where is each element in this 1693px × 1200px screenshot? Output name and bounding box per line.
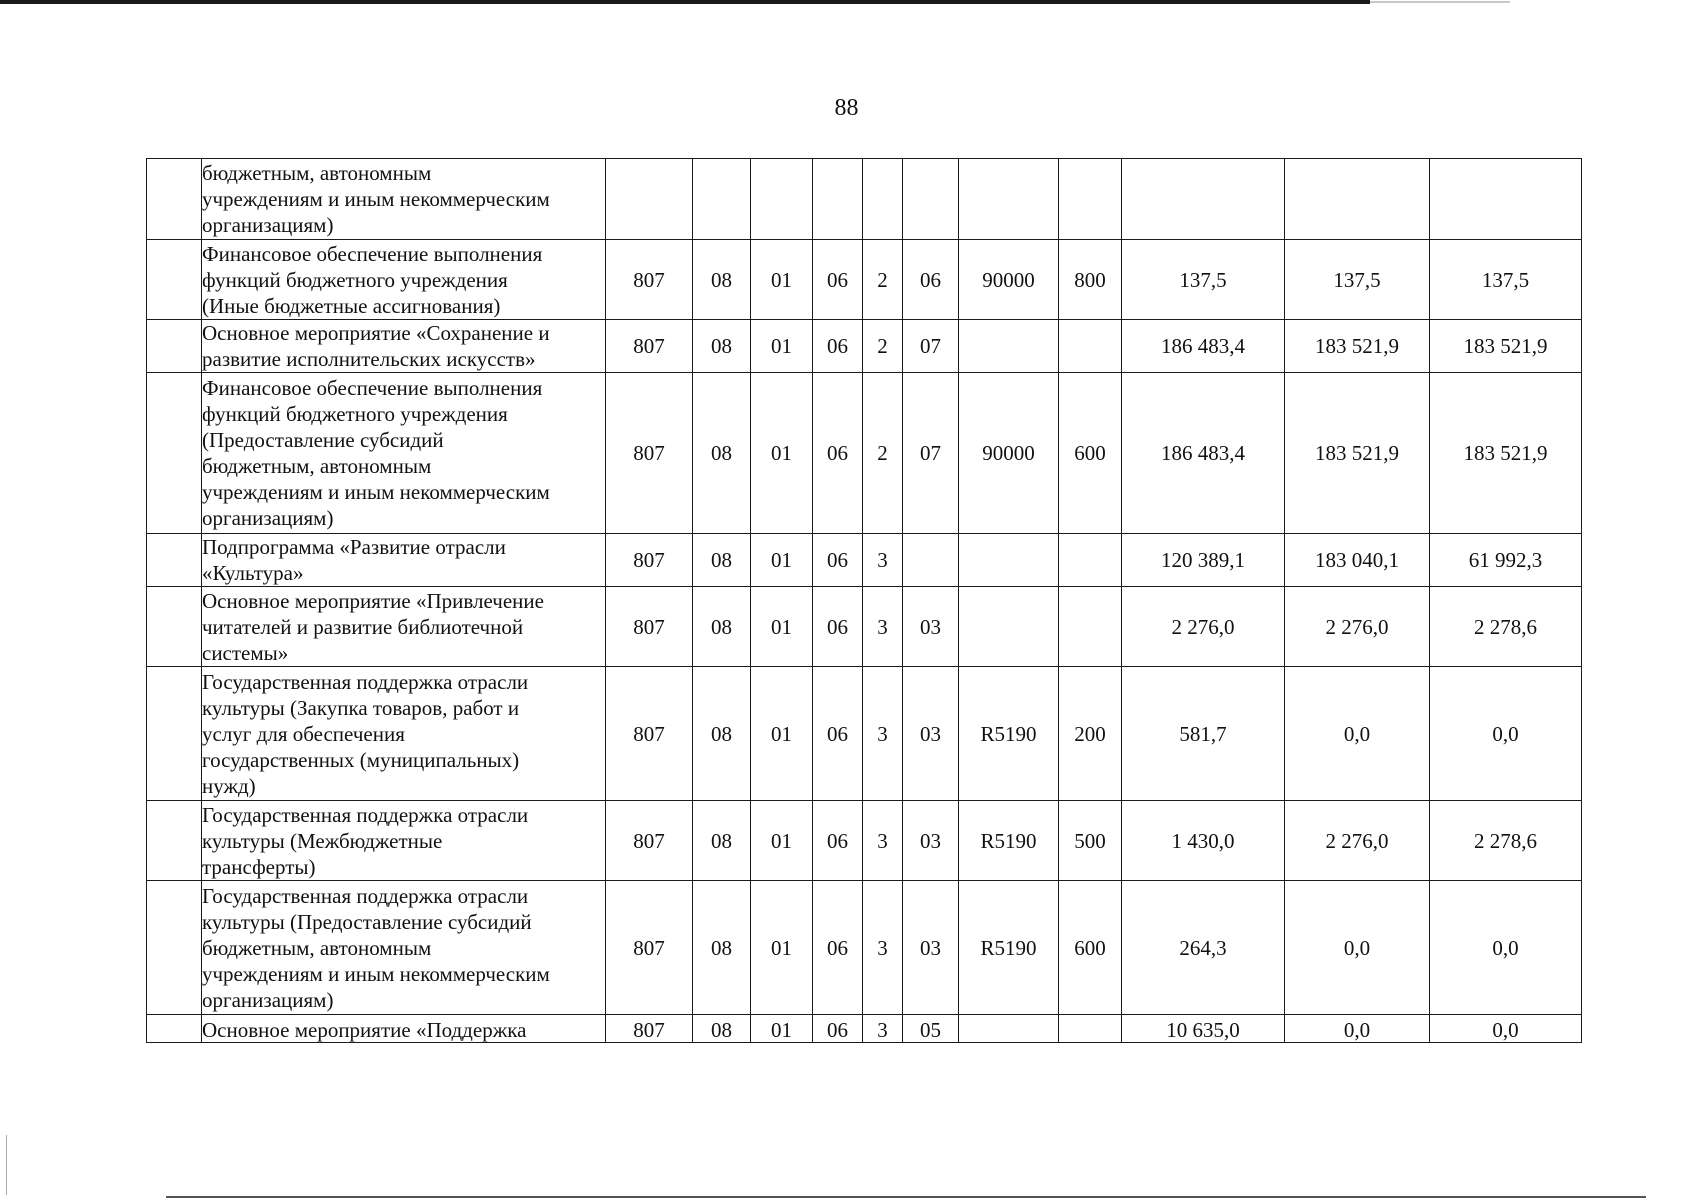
classification-code-cell: R5190 [959, 667, 1059, 801]
row-name-cell [202, 587, 606, 667]
row-name-line: развитие исполнительских искусств» [202, 347, 536, 371]
table-row [147, 373, 1582, 534]
amount-cell [1430, 159, 1582, 240]
amount-cell: 581,7 [1122, 667, 1285, 801]
classification-code-cell: 01 [751, 587, 813, 667]
amount-cell: 2 276,0 [1285, 801, 1430, 881]
classification-code-cell: 03 [903, 587, 959, 667]
row-name-line: функций бюджетного учреждения [202, 402, 508, 426]
classification-code-cell: 06 [813, 801, 863, 881]
classification-code-cell: 06 [903, 240, 959, 320]
classification-code-cell [693, 159, 751, 240]
row-name-line: Основное мероприятие «Сохранение и [202, 321, 550, 345]
page-number: 88 [834, 95, 859, 121]
classification-code-cell: 2 [863, 373, 903, 534]
amount-cell: 120 389,1 [1122, 534, 1285, 587]
amount-cell: 0,0 [1430, 1015, 1582, 1043]
row-name-line: (Иные бюджетные ассигнования) [202, 293, 501, 318]
classification-code-cell [751, 159, 813, 240]
classification-code-cell: 08 [693, 667, 751, 801]
table-row [147, 159, 1582, 240]
row-name-line: культуры (Закупка товаров, работ и [202, 695, 520, 720]
budget-table [146, 158, 1582, 1043]
classification-code-cell: 807 [606, 320, 693, 373]
row-name-line: организациям) [202, 506, 334, 530]
classification-code-cell [959, 587, 1059, 667]
table-row [147, 240, 1582, 320]
amount-cell: 0,0 [1430, 881, 1582, 1015]
row-index-cell [147, 667, 202, 801]
amount-cell: 1 430,0 [1122, 801, 1285, 881]
classification-code-cell: 07 [903, 320, 959, 373]
table-row [147, 320, 1582, 373]
row-name-line: учреждениям и иным некоммерческим [202, 187, 550, 211]
row-name-cell [202, 881, 606, 1015]
classification-code-cell: 06 [813, 240, 863, 320]
classification-code-cell: 06 [813, 587, 863, 667]
classification-code-cell: 807 [606, 587, 693, 667]
classification-code-cell: 03 [903, 801, 959, 881]
classification-code-cell [959, 1015, 1059, 1043]
top-scan-border-faint [1370, 1, 1510, 3]
row-name-cell [202, 534, 606, 587]
classification-code-cell [959, 159, 1059, 240]
amount-cell: 183 521,9 [1285, 320, 1430, 373]
row-name-line: Основное мероприятие «Поддержка [202, 1018, 527, 1042]
table-row [147, 534, 1582, 587]
bottom-scan-border [166, 1196, 1646, 1198]
classification-code-cell: 08 [693, 320, 751, 373]
classification-code-cell: 01 [751, 667, 813, 801]
classification-code-cell [1059, 534, 1122, 587]
row-index-cell [147, 1015, 202, 1043]
classification-code-cell: R5190 [959, 801, 1059, 881]
row-index-cell [147, 881, 202, 1015]
classification-code-cell: 3 [863, 801, 903, 881]
row-name-line: Основное мероприятие «Привлечение [202, 588, 544, 613]
classification-code-cell: 06 [813, 320, 863, 373]
classification-code-cell: 06 [813, 881, 863, 1015]
amount-cell: 0,0 [1285, 667, 1430, 801]
classification-code-cell: 3 [863, 667, 903, 801]
row-name-line: организациям) [202, 987, 334, 1012]
classification-code-cell: 600 [1059, 881, 1122, 1015]
row-name-cell [202, 667, 606, 801]
amount-cell: 186 483,4 [1122, 320, 1285, 373]
amount-cell: 61 992,3 [1430, 534, 1582, 587]
row-name-cell [202, 801, 606, 881]
classification-code-cell [606, 159, 693, 240]
row-name-line: культуры (Предоставление субсидий [202, 909, 532, 934]
classification-code-cell [959, 320, 1059, 373]
amount-cell: 2 278,6 [1430, 801, 1582, 881]
row-name-line: читателей и развитие библиотечной [202, 614, 524, 639]
row-name-line: бюджетным, автономным [202, 454, 432, 478]
classification-code-cell: 08 [693, 881, 751, 1015]
row-name-line: организациям) [202, 213, 334, 237]
classification-code-cell: 807 [606, 667, 693, 801]
classification-code-cell: 807 [606, 373, 693, 534]
amount-cell [1285, 159, 1430, 240]
amount-cell: 183 040,1 [1285, 534, 1430, 587]
classification-code-cell: 01 [751, 534, 813, 587]
classification-code-cell: 807 [606, 534, 693, 587]
row-index-cell [147, 373, 202, 534]
row-index-cell [147, 534, 202, 587]
row-name-line: функций бюджетного учреждения [202, 267, 508, 292]
classification-code-cell: 807 [606, 1015, 693, 1043]
classification-code-cell: 08 [693, 587, 751, 667]
row-name-cell [202, 373, 606, 534]
classification-code-cell: 3 [863, 1015, 903, 1043]
classification-code-cell: 01 [751, 373, 813, 534]
row-index-cell [147, 587, 202, 667]
row-name-line: государственных (муниципальных) [202, 747, 520, 772]
table-row [147, 667, 1582, 801]
row-index-cell [147, 159, 202, 240]
classification-code-cell: 08 [693, 1015, 751, 1043]
row-name-line: учреждениям и иным некоммерческим [202, 480, 550, 504]
row-name-line: (Предоставление субсидий [202, 428, 444, 452]
amount-cell: 2 278,6 [1430, 587, 1582, 667]
classification-code-cell: 06 [813, 534, 863, 587]
amount-cell: 137,5 [1285, 240, 1430, 320]
classification-code-cell: 01 [751, 801, 813, 881]
classification-code-cell [1059, 587, 1122, 667]
classification-code-cell: 01 [751, 1015, 813, 1043]
left-scan-mark [6, 1135, 7, 1195]
row-index-cell [147, 240, 202, 320]
row-name-line: Государственная поддержка отрасли [202, 669, 529, 694]
classification-code-cell: R5190 [959, 881, 1059, 1015]
amount-cell: 183 521,9 [1430, 320, 1582, 373]
row-name-line: Государственная поддержка отрасли [202, 883, 529, 908]
row-name-line: Финансовое обеспечение выполнения [202, 241, 543, 266]
classification-code-cell: 07 [903, 373, 959, 534]
classification-code-cell: 06 [813, 667, 863, 801]
amount-cell: 137,5 [1430, 240, 1582, 320]
classification-code-cell: 2 [863, 320, 903, 373]
classification-code-cell: 807 [606, 801, 693, 881]
classification-code-cell: 05 [903, 1015, 959, 1043]
classification-code-cell: 08 [693, 373, 751, 534]
row-name-cell [202, 320, 606, 373]
row-name-line: Государственная поддержка отрасли [202, 802, 529, 827]
classification-code-cell: 500 [1059, 801, 1122, 881]
row-index-cell [147, 320, 202, 373]
amount-cell: 0,0 [1285, 881, 1430, 1015]
classification-code-cell: 600 [1059, 373, 1122, 534]
classification-code-cell: 06 [813, 373, 863, 534]
row-index-cell [147, 801, 202, 881]
amount-cell: 183 521,9 [1285, 373, 1430, 534]
classification-code-cell [1059, 159, 1122, 240]
row-name-line: услуг для обеспечения [202, 721, 405, 746]
classification-code-cell: 800 [1059, 240, 1122, 320]
table-row [147, 881, 1582, 1015]
row-name-line: бюджетным, автономным [202, 935, 432, 960]
classification-code-cell [1059, 320, 1122, 373]
row-name-line: Финансовое обеспечение выполнения [202, 376, 543, 400]
classification-code-cell: 06 [813, 1015, 863, 1043]
amount-cell: 186 483,4 [1122, 373, 1285, 534]
classification-code-cell [959, 534, 1059, 587]
classification-code-cell: 200 [1059, 667, 1122, 801]
classification-code-cell: 3 [863, 534, 903, 587]
classification-code-cell [903, 534, 959, 587]
amount-cell: 0,0 [1285, 1015, 1430, 1043]
row-name-line: системы» [202, 640, 289, 665]
classification-code-cell: 01 [751, 881, 813, 1015]
classification-code-cell: 90000 [959, 373, 1059, 534]
classification-code-cell: 08 [693, 801, 751, 881]
table-row [147, 801, 1582, 881]
classification-code-cell: 03 [903, 881, 959, 1015]
amount-cell: 183 521,9 [1430, 373, 1582, 534]
row-name-line: Подпрограмма «Развитие отрасли [202, 535, 506, 559]
row-name-line: бюджетным, автономным [202, 161, 432, 185]
classification-code-cell: 03 [903, 667, 959, 801]
classification-code-cell [813, 159, 863, 240]
classification-code-cell [903, 159, 959, 240]
classification-code-cell: 807 [606, 881, 693, 1015]
table-row [147, 587, 1582, 667]
classification-code-cell [1059, 1015, 1122, 1043]
classification-code-cell: 08 [693, 534, 751, 587]
amount-cell: 10 635,0 [1122, 1015, 1285, 1043]
row-name-line: учреждениям и иным некоммерческим [202, 961, 550, 986]
amount-cell [1122, 159, 1285, 240]
row-name-line: нужд) [202, 773, 256, 798]
row-name-line: трансферты) [202, 854, 316, 879]
row-name-cell [202, 240, 606, 320]
table-row [147, 1015, 1582, 1043]
amount-cell: 264,3 [1122, 881, 1285, 1015]
classification-code-cell: 3 [863, 587, 903, 667]
classification-code-cell: 01 [751, 320, 813, 373]
top-scan-border [0, 0, 1370, 4]
row-name-cell [202, 159, 606, 240]
amount-cell: 137,5 [1122, 240, 1285, 320]
row-name-line: «Культура» [202, 561, 304, 585]
classification-code-cell: 01 [751, 240, 813, 320]
classification-code-cell: 08 [693, 240, 751, 320]
amount-cell: 2 276,0 [1122, 587, 1285, 667]
classification-code-cell [863, 159, 903, 240]
row-name-line: культуры (Межбюджетные [202, 828, 443, 853]
classification-code-cell: 807 [606, 240, 693, 320]
classification-code-cell: 3 [863, 881, 903, 1015]
classification-code-cell: 90000 [959, 240, 1059, 320]
amount-cell: 2 276,0 [1285, 587, 1430, 667]
amount-cell: 0,0 [1430, 667, 1582, 801]
classification-code-cell: 2 [863, 240, 903, 320]
row-name-cell [202, 1015, 606, 1043]
table-body [147, 159, 1582, 1043]
